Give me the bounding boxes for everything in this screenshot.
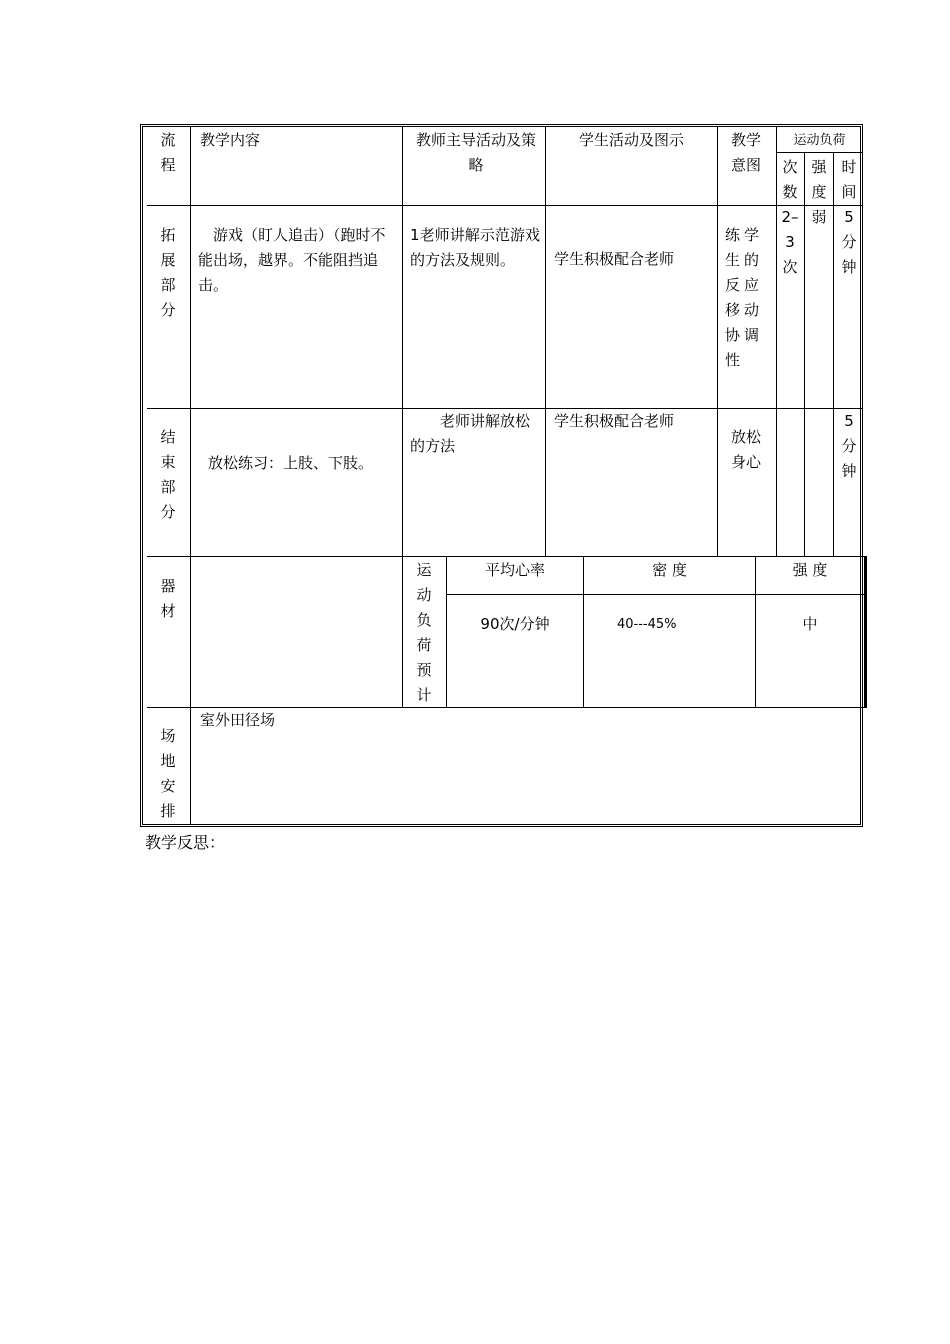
header-flow: 流程 bbox=[160, 131, 176, 174]
header-count: 次数 bbox=[782, 158, 798, 201]
teaching-reflection-label: 教学反思： bbox=[145, 833, 226, 852]
header-time: 时间 bbox=[841, 158, 857, 201]
intensity-label: 强 度 bbox=[792, 561, 828, 579]
row-line-ending bbox=[147, 556, 867, 557]
col-line-content bbox=[402, 127, 403, 707]
intensity-value: 中 bbox=[802, 615, 818, 633]
heart-rate-value: 90次/分钟 bbox=[480, 615, 550, 633]
extension-content: 游戏（盯人追击）（跑时不能出场，越界。不能阻挡追击。 bbox=[198, 226, 386, 294]
ending-time: 5分钟 bbox=[841, 412, 857, 480]
equipment-label: 器材 bbox=[160, 577, 176, 620]
extension-flow: 拓展部分 bbox=[160, 226, 176, 319]
header-teacher: 教师主导活动及策略 bbox=[415, 131, 536, 174]
extension-intent: 练学生的反应移动协调性 bbox=[725, 226, 764, 369]
ending-student: 学生积极配合老师 bbox=[554, 412, 675, 430]
col-line-intent bbox=[776, 127, 777, 556]
header-student: 学生活动及图示 bbox=[578, 131, 684, 149]
extension-student: 学生积极配合老师 bbox=[554, 250, 675, 268]
row-line-load-values bbox=[446, 594, 866, 595]
ending-teacher: 老师讲解放松的方法 bbox=[410, 412, 531, 455]
col-line-teacher bbox=[545, 127, 546, 556]
header-intensity: 强度 bbox=[811, 158, 827, 201]
header-intent: 教学意图 bbox=[730, 131, 761, 174]
venue-value: 室外田径场 bbox=[200, 711, 276, 729]
col-line-flow bbox=[190, 127, 191, 824]
extension-intensity: 弱 bbox=[811, 208, 827, 226]
header-content: 教学内容 bbox=[200, 131, 261, 149]
ending-intent: 放松身心 bbox=[730, 428, 761, 471]
heart-rate-label: 平均心率 bbox=[484, 561, 545, 579]
col-line-right-edge bbox=[864, 556, 867, 707]
col-line-intensity bbox=[833, 152, 834, 556]
header-load: 运动负荷 bbox=[793, 133, 846, 148]
venue-label: 场地安排 bbox=[160, 727, 176, 820]
extension-time: 5分钟 bbox=[841, 208, 857, 276]
ending-flow: 结束部分 bbox=[160, 428, 176, 521]
ending-content: 放松练习：上肢、下肢。 bbox=[208, 454, 374, 472]
load-estimate-label: 运动负荷预计 bbox=[416, 561, 432, 704]
density-label: 密 度 bbox=[652, 561, 687, 579]
extension-teacher: 1老师讲解示范游戏的方法及规则。 bbox=[410, 226, 540, 269]
col-line-student bbox=[717, 127, 718, 556]
row-line-header bbox=[147, 205, 862, 206]
extension-count: 2–3次 bbox=[781, 208, 799, 276]
col-line-count bbox=[804, 152, 805, 556]
density-value: 40---45% bbox=[617, 617, 677, 632]
